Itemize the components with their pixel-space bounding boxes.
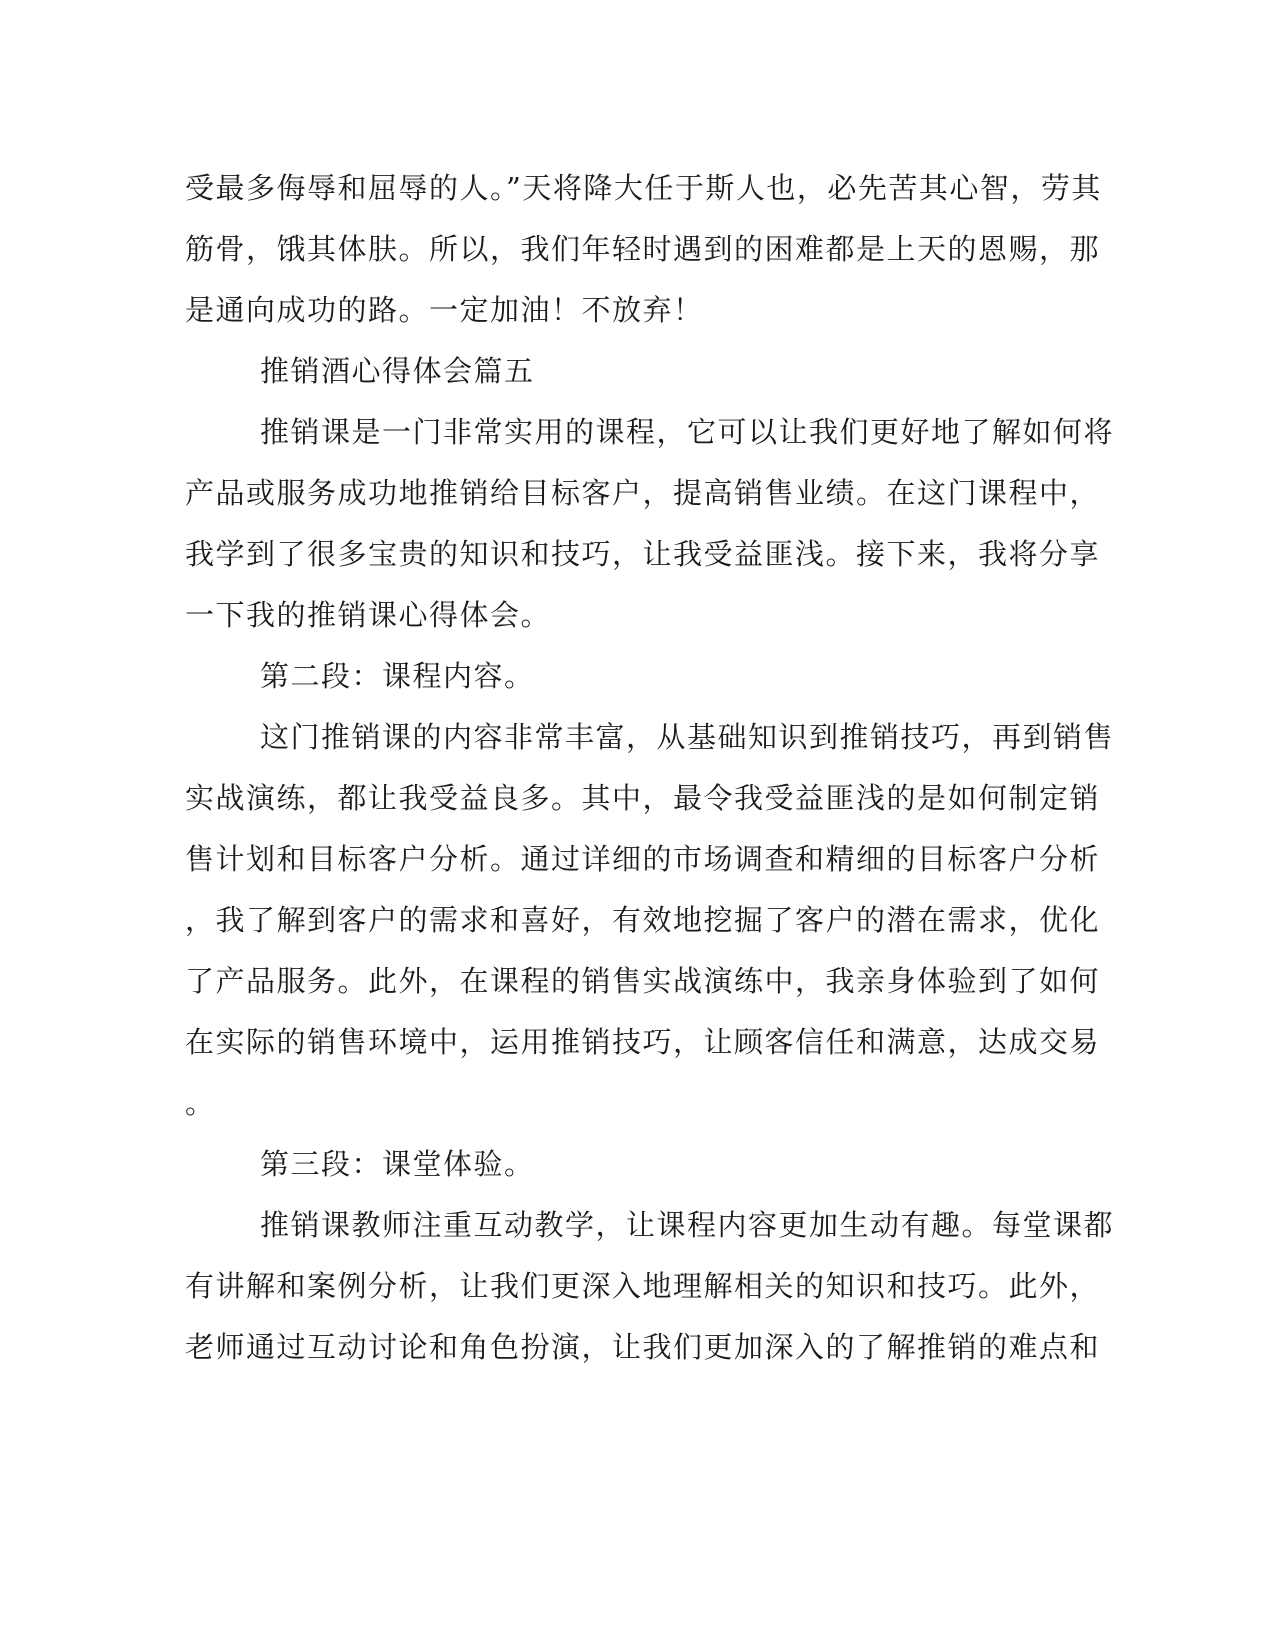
text-line: 售计划和目标客户分析。通过详细的市场调查和精细的目标客户分析 [185, 842, 1101, 876]
text-line: 一下我的推销课心得体会。 [185, 598, 552, 632]
text-line: 有讲解和案例分析，让我们更深入地理解相关的知识和技巧。此外， [185, 1269, 1101, 1303]
body-text [185, 158, 1115, 1378]
section-heading: 第二段：课程内容。 [260, 659, 535, 693]
text-line: 。 [185, 1086, 216, 1120]
paragraph-start: 推销课是一门非常实用的课程，它可以让我们更好地了解如何将 [260, 415, 1115, 449]
paragraph-start: 推销课教师注重互动教学，让课程内容更加生动有趣。每堂课都 [260, 1208, 1115, 1242]
paragraph-start: 这门推销课的内容非常丰富，从基础知识到推销技巧，再到销售 [260, 720, 1115, 754]
text-line: 了产品服务。此外，在课程的销售实战演练中，我亲身体验到了如何 [185, 964, 1101, 998]
text-line: 实战演练，都让我受益良多。其中，最令我受益匪浅的是如何制定销 [185, 781, 1101, 815]
text-line: 产品或服务成功地推销给目标客户，提高销售业绩。在这门课程中， [185, 476, 1101, 510]
text-line: 筋骨，饿其体肤。所以，我们年轻时遇到的困难都是上天的恩赐，那 [185, 232, 1101, 266]
text-line: 受最多侮辱和屈辱的人。”天将降大任于斯人也，必先苦其心智，劳其 [185, 171, 1102, 205]
text-line: ，我了解到客户的需求和喜好，有效地挖掘了客户的潜在需求，优化 [185, 903, 1101, 937]
text-line: 我学到了很多宝贵的知识和技巧，让我受益匪浅。接下来，我将分享 [185, 537, 1101, 571]
section-heading: 第三段：课堂体验。 [260, 1147, 535, 1181]
section-heading: 推销酒心得体会篇五 [260, 354, 535, 388]
text-line: 老师通过互动讨论和角色扮演，让我们更加深入的了解推销的难点和 [185, 1330, 1101, 1364]
text-line: 是通向成功的路。一定加油！不放弃！ [185, 293, 704, 327]
text-line: 在实际的销售环境中，运用推销技巧，让顾客信任和满意，达成交易 [185, 1025, 1101, 1059]
